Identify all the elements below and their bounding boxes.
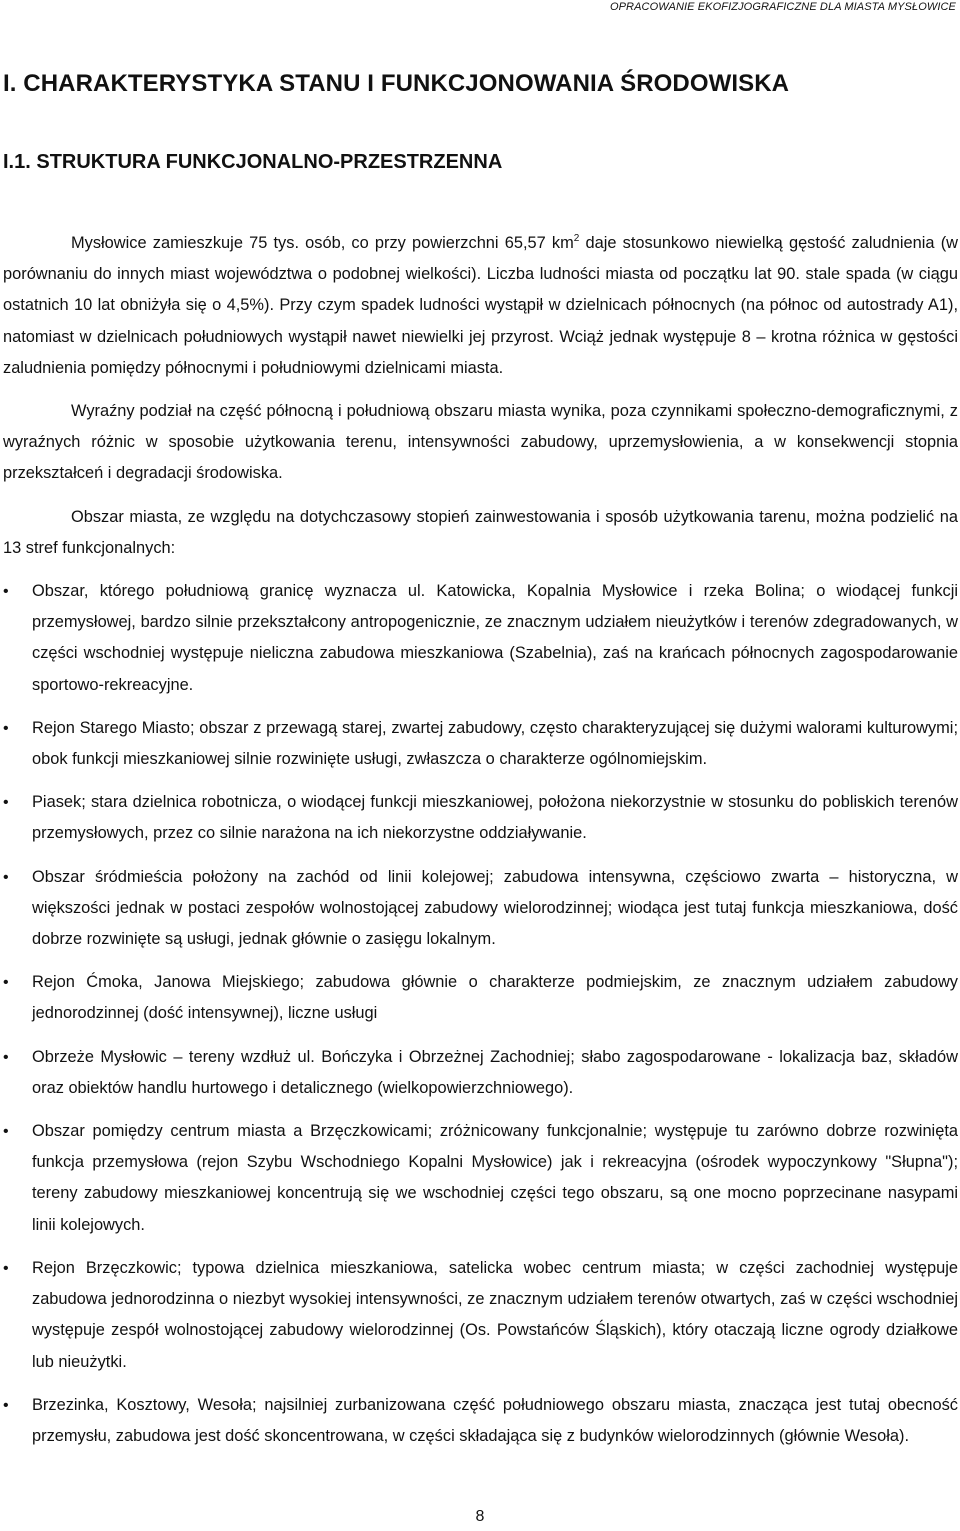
page-number: 8 (475, 1508, 485, 1525)
zone-text: Rejon Ćmoka, Janowa Miejskiego; zabudowa głównie o charakterze podmiejskim, ze znacznym udziałem zabudowy jednorodzinnej (dość intensywnej), liczne usługi (32, 973, 958, 1023)
intro-text-start: Mysłowice zamieszkuje 75 tys. osób, co przy powierzchni 65,57 km (71, 234, 574, 252)
bullet-icon: • (3, 719, 9, 737)
list-item (3, 967, 958, 1029)
section-title: I.1. STRUKTURA FUNKCJONALNO-PRZESTRZENNA (3, 151, 503, 173)
functional-zones-list (3, 576, 958, 1452)
zone-text: Obszar, którego południową granicę wyznacza ul. Katowicka, Kopalnia Mysłowice i rzeka Bolina; o wiodącej funkcji przemysłowej, bardzo silnie przekształcony antropogenicznie, ze znacznym udziałem nieużytków i terenów zdegradowanych, w części wschodniej występuje nieliczna zabudowa mieszkaniowa (Szabelnia), zaś na krańcach północnych zagospodarowanie sportowo-rekreacyjne. (32, 582, 958, 694)
list-item (3, 862, 958, 956)
zone-text: Obrzeże Mysłowic – tereny wzdłuż ul. Bończyka i Obrzeżnej Zachodniej; słabo zagospodarowane - lokalizacja baz, składów oraz obiektów handlu hurtowego i detalicznego (wielkopowierzchniowego). (32, 1047, 958, 1097)
zone-text: Obszar pomiędzy centrum miasta a Brzęczkowicami; zróżnicowany funkcjonalnie; występuje tu zarówno dobrze rozwinięta funkcja przemysłowa (rejon Szybu Wschodniego Kopalni Mysłowice) jak i rekreacyjna (ośrodek wypoczynkowy "Słupna"); tereny zabudowy mieszkaniowej koncentrują się we wschodniej części tego obszaru, są one mocno poprzecinane nasypami linii kolejowych. (32, 1122, 958, 1234)
paragraph-division: Wyraźny podział na część północną i południową obszaru miasta wynika, poza czynnikami społeczno-demograficznymi, z wyraźnych różnic w sposobie użytkowania terenu, intensywności zabudowy, uprzemysłowienia, a w konsekwencji stopnia przekształceń i degradacji środowiska. (3, 402, 958, 483)
zone-text: Rejon Brzęczkowic; typowa dzielnica mieszkaniowa, satelicka wobec centrum miasta; w części zachodniej występuje zabudowa jednorodzinna o niezbyt wysokiej intensywności, ze znacznym udziałem terenów otwartych, zaś w części wschodniej występuje zespół wolnostojącej zabudowy wielorodzinnej (Os. Powstańców Śląskich), który otaczają liczne ogrody działkowe lub nieużytki. (32, 1258, 958, 1371)
list-item (3, 1116, 958, 1241)
document-body (3, 228, 958, 1464)
zone-text: Rejon Starego Miasto; obszar z przewagą starej, zwartej zabudowy, często charakteryzującej się dużymi walorami kulturowymi; obok funkcji mieszkaniowej silnie rozwinięte usługi, zwłaszcza o charakterze ogólnomiejskim. (32, 718, 958, 769)
area-unit-superscript: 2 (573, 233, 580, 244)
zone-text: Piasek; stara dzielnica robotnicza, o wiodącej funkcji mieszkaniowej, położona niekorzystnie w stosunku do pobliskich terenów przemysłowych, przez co silnie narażona na ich niekorzystne oddziaływanie. (32, 793, 958, 843)
bullet-icon: • (3, 974, 9, 992)
list-item (3, 1253, 958, 1378)
list-item (3, 713, 958, 775)
intro-text-end: daje stosunkowo niewielką gęstość zaludnienia (w porównaniu do innych miast województwa o podobnej wielkości). Liczba ludności miasta od początku lat 90. stale spada (w ciągu ostatnich 10 lat obniżyła się o 4,5%). Przy czym spadek ludności wystąpił w dzielnicach północnych (na północ od autostrady A1), natomiast w dzielnicach południowych wystąpił nawet niewielki jej przyrost. Wciąż jednak występuje 8 – krotna różnica w gęstości zaludnienia pomiędzy północnymi i południowymi dzielnicami miasta. (3, 234, 958, 377)
bullet-icon: • (3, 1259, 9, 1277)
list-item (3, 1390, 958, 1452)
zone-text: Brzezinka, Kosztowy, Wesoła; najsilniej zurbanizowana część południowego obszaru miasta, znacząca jest tutaj obecność przemysłu, zabudowa jest dość skoncentrowana, w części składająca się z budynków wielorodzinnych (głównie Wesoła). (32, 1395, 958, 1445)
list-item (3, 787, 958, 849)
chapter-title: I. CHARAKTERYSTYKA STANU I FUNKCJONOWANIA ŚRODOWISKA (3, 70, 790, 97)
list-item (3, 1042, 958, 1104)
paragraph-zones-intro: Obszar miasta, ze względu na dotychczasowy stopień zainwestowania i sposób użytkowania tarenu, można podzielić na 13 stref funkcjonalnych: (3, 507, 958, 557)
bullet-icon: • (3, 1123, 9, 1141)
running-header: OPRACOWANIE EKOFIZJOGRAFICZNE DLA MIASTA MYSŁOWICE (609, 1, 956, 13)
bullet-icon: • (3, 868, 9, 886)
list-item (3, 576, 958, 701)
intro-paragraph (3, 228, 958, 384)
bullet-icon: • (3, 794, 9, 812)
zone-text: Obszar śródmieścia położony na zachód od linii kolejowej; zabudowa intensywna, częściowo zwarta – historyczna, w większości jednak w postaci zespołów wolnostojącej zabudowy wielorodzinnej; wiodąca jest tutaj funkcja mieszkaniowa, dość dobrze rozwinięte są usługi, jednak głównie o zasięgu lokalnym. (32, 867, 958, 949)
bullet-icon: • (3, 1048, 9, 1066)
bullet-icon: • (3, 1396, 9, 1414)
bullet-icon: • (3, 583, 9, 601)
